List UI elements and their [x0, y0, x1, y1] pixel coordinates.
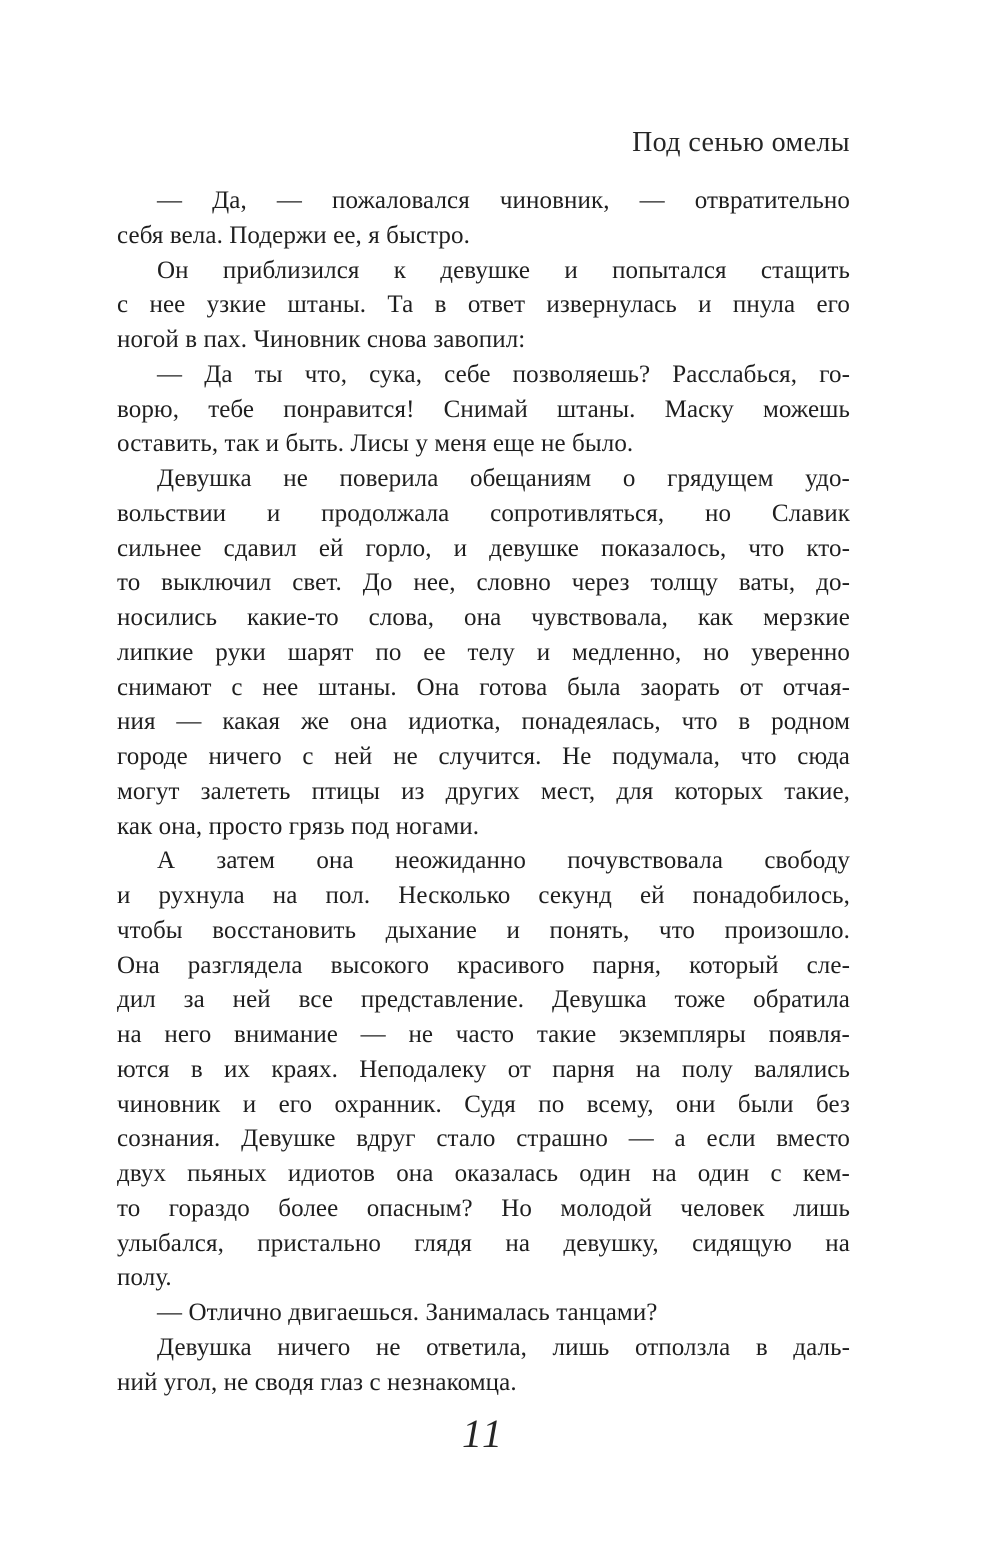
text-line: носились какие-то слова, она чувствовала, как мерзкие: [117, 604, 850, 631]
text-line: Он приблизился к девушке и попытался стащить: [157, 256, 850, 284]
text-line: дил за ней все представление. Девушка тоже обратила: [117, 986, 850, 1014]
text-line: себя вела. Подержи ее, я быстро.: [117, 221, 470, 249]
text-line: оставить, так и быть. Лисы у меня еще не было.: [117, 430, 634, 458]
text-line: — Отлично двигаешься. Занималась танцами?: [157, 1299, 658, 1326]
text-line: сильнее сдавил ей горло, и девушке показалось, что кто-: [117, 534, 850, 562]
text-line: чтобы восстановить дыхание и понять, что произошло.: [117, 916, 850, 944]
text-line: двух пьяных идиотов она оказалась один на один с кем-: [117, 1160, 850, 1187]
text-line: городе ничего с ней не случится. Не подумала, что сюда: [117, 743, 850, 770]
text-line: — Да, — пожаловался чиновник, — отвратительно: [157, 187, 850, 214]
text-line: с нее узкие штаны. Та в ответ извернулась и пнула его: [117, 291, 850, 319]
text-line: Она разглядела высокого красивого парня, который сле-: [117, 951, 850, 979]
text-line: вольствии и продолжала сопротивляться, но Славик: [117, 499, 850, 527]
text-line: — Да ты что, сука, себе позволяешь? Расслабься, го-: [157, 360, 850, 388]
text-line: ний угол, не сводя глаз с незнакомца.: [117, 1368, 517, 1396]
text-line: улыбался, пристально глядя на девушку, сидящую на: [117, 1229, 850, 1257]
body-text: [117, 184, 850, 1400]
text-line: и рухнула на пол. Несколько секунд ей понадобилось,: [117, 882, 850, 909]
text-line: чиновник и его охранник. Судя по всему, они были без: [117, 1090, 850, 1118]
text-line: ются в их краях. Неподалеку от парня на полу валялись: [117, 1055, 850, 1083]
text-line: сознания. Девушке вдруг стало страшно — а если вместо: [117, 1125, 850, 1153]
text-line: как она, просто грязь под ногами.: [117, 812, 480, 840]
text-line: снимают с нее штаны. Она готова была заорать от отчая-: [117, 673, 850, 701]
running-head: Под сенью омелы: [632, 127, 850, 158]
text-line: полу.: [117, 1264, 172, 1292]
text-line: ногой в пах. Чиновник снова завопил:: [117, 326, 526, 353]
text-line: А затем она неожиданно почувствовала свободу: [157, 847, 850, 875]
text-line: Девушка не поверила обещаниям о грядущем удо-: [157, 465, 850, 492]
text-line: то выключил свет. До нее, словно через толщу ваты, до-: [117, 569, 850, 597]
text-line: на него внимание — не часто такие экземпляры появля-: [117, 1021, 850, 1048]
text-line: могут залететь птицы из других мест, для которых такие,: [117, 777, 850, 805]
text-line: то гораздо более опасным? Но молодой человек лишь: [117, 1194, 850, 1222]
text-line: липкие руки шарят по ее телу и медленно, но уверенно: [117, 638, 850, 666]
text-line: ния — какая же она идиотка, понадеялась, что в родном: [117, 708, 850, 736]
page-number: 11: [461, 1411, 506, 1456]
text-line: Девушка ничего не ответила, лишь отползла в даль-: [157, 1333, 850, 1361]
text-line: ворю, тебе понравится! Снимай штаны. Маску можешь: [117, 395, 850, 423]
